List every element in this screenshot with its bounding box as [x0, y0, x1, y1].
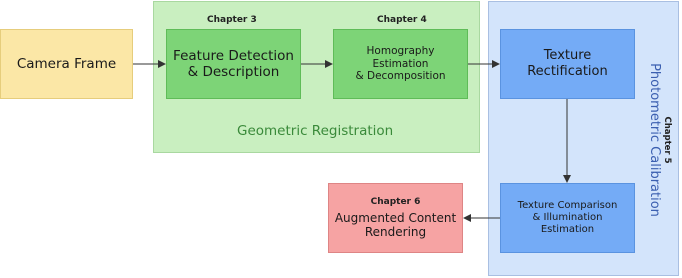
texture-comparison-line-1: Texture Comparison: [517, 200, 618, 211]
feature-detection-node: [166, 29, 301, 99]
texture-rectification-line-1: Texture: [543, 48, 592, 64]
photometric-calibration-label: Photometric Calibration: [647, 63, 663, 217]
camera-frame-node: [0, 29, 133, 99]
chapter-4-label: Chapter 4: [377, 15, 427, 25]
homography-line-1: Homography Estimation: [366, 45, 435, 70]
feature-detection-line-2: & Description: [187, 64, 280, 80]
homography-node: [333, 29, 468, 99]
texture-rectification-node: [500, 29, 635, 99]
texture-comparison-line-2: & Illumination Estimation: [532, 212, 603, 235]
texture-rectification-line-2: Rectification: [527, 64, 608, 79]
chapter-6-label: Chapter 6: [370, 196, 421, 207]
chapter-3-label: Chapter 3: [207, 15, 257, 25]
texture-comparison-node: [500, 183, 635, 253]
augmented-content-node: [328, 183, 463, 253]
photometric-calibration-label-group: [642, 55, 676, 225]
homography-line-2: & Decomposition: [355, 70, 446, 83]
chapter-5-label: Chapter 5: [662, 116, 673, 164]
feature-detection-line-1: Feature Detection: [173, 47, 294, 64]
augmented-content-line-1: Augmented Content: [334, 210, 457, 225]
geometric-registration-label: Geometric Registration: [237, 123, 394, 139]
augmented-content-line-2: Rendering: [364, 224, 427, 239]
camera-frame-label: Camera Frame: [16, 55, 117, 72]
